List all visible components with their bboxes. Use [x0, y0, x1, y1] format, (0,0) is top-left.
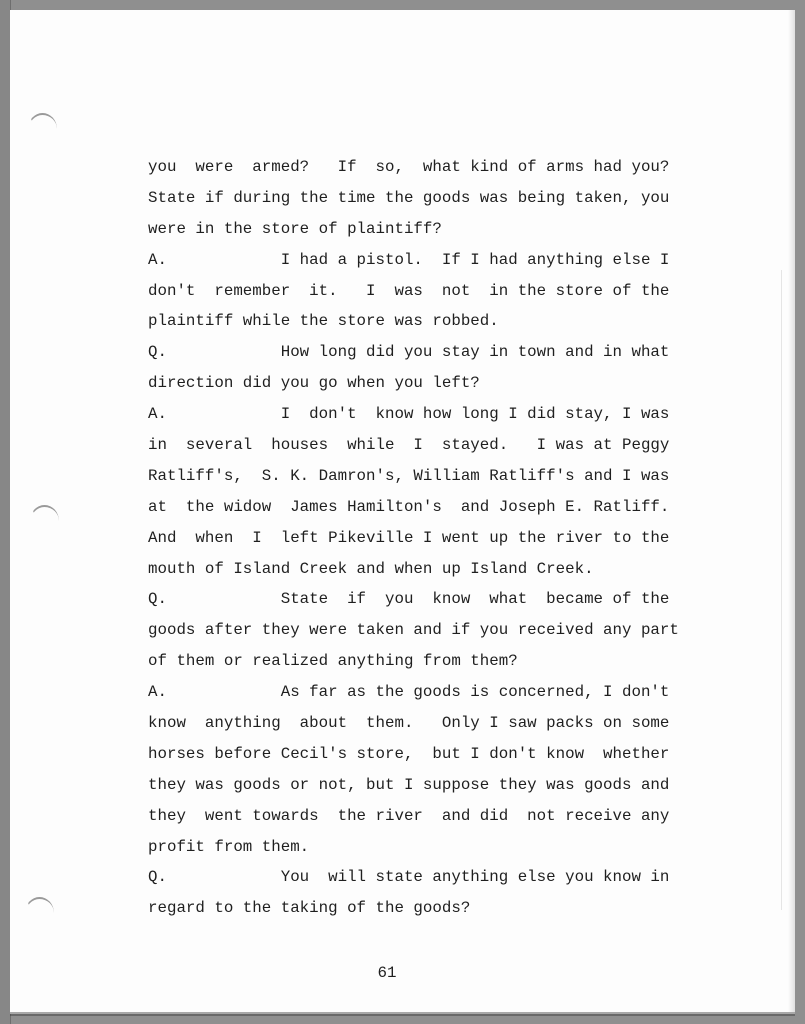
- text-line: were in the store of plaintiff?: [148, 219, 442, 238]
- text-line: know anything about them. Only I saw packs on some: [148, 714, 670, 733]
- text-line: Q. State if you know what became of the: [148, 590, 670, 609]
- hole-punch-arc: [28, 113, 57, 129]
- text-line: And when I left Pikeville I went up the river to the: [148, 528, 670, 547]
- text-line: plaintiff while the store was robbed.: [148, 312, 499, 331]
- text-line: they was goods or not, but I suppose they was goods and: [148, 775, 670, 794]
- hole-punch-arc: [30, 505, 59, 521]
- text-line: Ratliff's, S. K. Damron's, William Ratliff's and I was: [148, 466, 670, 485]
- text-line: don't remember it. I was not in the store of the: [148, 281, 670, 300]
- text-line: you were armed? If so, what kind of arms had you?: [148, 158, 670, 176]
- page-edge-shade: [788, 10, 795, 1012]
- text-line: Q. You will state anything else you know in: [148, 868, 670, 887]
- text-line: A. I don't know how long I did stay, I was: [148, 405, 670, 424]
- text-line: profit from them.: [148, 837, 310, 856]
- document-page: [10, 10, 795, 1014]
- text-line: regard to the taking of the goods?: [148, 899, 471, 918]
- text-line: A. I had a pistol. If I had anything else I: [148, 250, 670, 269]
- deposition-text: [148, 152, 688, 924]
- text-line: State if during the time the goods was being taken, you: [148, 188, 670, 207]
- hole-punch-arc: [25, 897, 54, 913]
- text-line: A. As far as the goods is concerned, I don't: [148, 683, 670, 702]
- text-line: at the widow James Hamilton's and Joseph E. Ratliff.: [148, 497, 670, 516]
- text-line: in several houses while I stayed. I was at Peggy: [148, 436, 670, 455]
- text-line: of them or realized anything from them?: [148, 652, 518, 671]
- text-line: they went towards the river and did not receive any: [148, 806, 670, 825]
- page-number: 61: [377, 964, 397, 982]
- page-edge-crease: [781, 270, 782, 910]
- text-line: goods after they were taken and if you received any part: [148, 621, 679, 640]
- text-line: horses before Cecil's store, but I don't know whether: [148, 744, 670, 763]
- text-line: mouth of Island Creek and when up Island Creek.: [148, 559, 594, 578]
- text-line: Q. How long did you stay in town and in what: [148, 343, 670, 362]
- text-line: direction did you go when you left?: [148, 374, 480, 393]
